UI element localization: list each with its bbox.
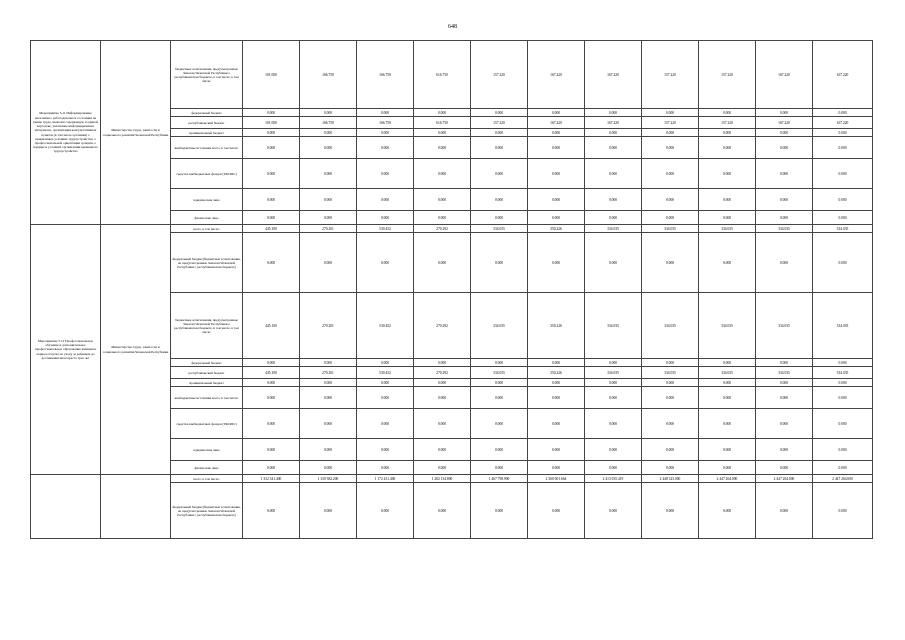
amount-cell: 0.000 bbox=[699, 233, 756, 293]
amount-cell: 0.000 bbox=[414, 409, 471, 439]
amount-cell: 0.000 bbox=[471, 109, 528, 117]
funding-source: федеральный бюджет bbox=[171, 109, 243, 117]
amount-cell: 0.000 bbox=[756, 109, 813, 117]
amount-cell: 0.000 bbox=[243, 461, 300, 475]
amount-cell: 334.035 bbox=[699, 225, 756, 233]
amount-cell: 0.000 bbox=[528, 129, 585, 137]
amount-cell: 0.000 bbox=[813, 159, 873, 189]
amount-cell: 334.035 bbox=[642, 367, 699, 379]
amount-cell: 0.000 bbox=[414, 137, 471, 159]
amount-cell: 334.035 bbox=[756, 225, 813, 233]
amount-cell: 270.201 bbox=[300, 225, 357, 233]
amount-cell: 2 448 323.000 bbox=[642, 475, 699, 483]
funding-source: всего, в том числе: bbox=[171, 475, 243, 483]
amount-cell: 0.000 bbox=[642, 439, 699, 461]
amount-cell: 0.000 bbox=[642, 109, 699, 117]
amount-cell: 0.000 bbox=[471, 159, 528, 189]
amount-cell: 0.000 bbox=[357, 211, 414, 225]
amount-cell: 0.000 bbox=[528, 109, 585, 117]
amount-cell: 167.220 bbox=[756, 41, 813, 109]
event-name: Мероприятие 5.12 Профессиональное обучение и дополнительное профессиональное образование женщин в период отпуска по уходу за ребенком до достижения им возраста трех лет bbox=[31, 225, 101, 475]
amount-cell: 0.000 bbox=[357, 137, 414, 159]
amount-cell: 0.000 bbox=[756, 409, 813, 439]
amount-cell: 0.000 bbox=[471, 461, 528, 475]
amount-cell: 0.000 bbox=[585, 359, 642, 367]
amount-cell: 0.000 bbox=[699, 189, 756, 211]
amount-cell: 0.000 bbox=[642, 379, 699, 387]
amount-cell: 0.000 bbox=[585, 109, 642, 117]
amount-cell: 157.220 bbox=[699, 41, 756, 109]
amount-cell: 0.000 bbox=[699, 387, 756, 409]
amount-cell: 350.226 bbox=[528, 367, 585, 379]
amount-cell: 2 447 264.000 bbox=[813, 475, 873, 483]
amount-cell: 0.000 bbox=[471, 439, 528, 461]
amount-cell: 0.000 bbox=[300, 109, 357, 117]
amount-cell: 270.292 bbox=[414, 293, 471, 359]
amount-cell: 0.000 bbox=[471, 137, 528, 159]
amount-cell: 0.000 bbox=[357, 233, 414, 293]
funding-source: внебюджетные источники всего, в том числе: bbox=[171, 387, 243, 409]
amount-cell: 334.035 bbox=[471, 367, 528, 379]
amount-cell: 0.000 bbox=[528, 359, 585, 367]
amount-cell: 334.035 bbox=[642, 225, 699, 233]
amount-cell: 166.750 bbox=[357, 117, 414, 129]
amount-cell: 0.000 bbox=[357, 189, 414, 211]
funding-source: бюджетные ассигнования, предусмотренные Законом Чеченской Республики о республиканском бюджете, в том числе, в том числе: bbox=[171, 41, 243, 109]
amount-cell: 0.000 bbox=[243, 109, 300, 117]
amount-cell: 445.100 bbox=[243, 225, 300, 233]
amount-cell: 0.000 bbox=[243, 137, 300, 159]
amount-cell: 0.000 bbox=[585, 189, 642, 211]
amount-cell: 0.000 bbox=[243, 359, 300, 367]
table-row bbox=[31, 475, 873, 483]
amount-cell: 0.000 bbox=[357, 461, 414, 475]
amount-cell: 0.000 bbox=[300, 483, 357, 539]
amount-cell: 0.000 bbox=[414, 129, 471, 137]
amount-cell: 0.000 bbox=[756, 387, 813, 409]
funding-source: муниципальный бюджет bbox=[171, 129, 243, 137]
amount-cell: 2 360 001.664 bbox=[528, 475, 585, 483]
amount-cell: 0.000 bbox=[756, 189, 813, 211]
amount-cell: 0.000 bbox=[243, 387, 300, 409]
amount-cell: 157.220 bbox=[471, 117, 528, 129]
amount-cell: 0.000 bbox=[300, 211, 357, 225]
amount-cell: 0.000 bbox=[414, 211, 471, 225]
amount-cell: 0.000 bbox=[813, 137, 873, 159]
amount-cell: 0.000 bbox=[357, 483, 414, 539]
amount-cell: 0.000 bbox=[756, 359, 813, 367]
amount-cell: 0.000 bbox=[414, 189, 471, 211]
amount-cell: 0.000 bbox=[699, 211, 756, 225]
amount-cell: 0.000 bbox=[642, 387, 699, 409]
amount-cell: 0.000 bbox=[756, 379, 813, 387]
amount-cell: 0.000 bbox=[528, 387, 585, 409]
table-row bbox=[31, 41, 873, 109]
amount-cell: 157.220 bbox=[642, 117, 699, 129]
amount-cell: 0.000 bbox=[414, 483, 471, 539]
amount-cell: 0.000 bbox=[585, 461, 642, 475]
amount-cell: 334.035 bbox=[756, 293, 813, 359]
amount-cell: 0.000 bbox=[699, 137, 756, 159]
amount-cell: 0.000 bbox=[528, 409, 585, 439]
amount-cell: 0.000 bbox=[300, 409, 357, 439]
amount-cell: 270.201 bbox=[300, 293, 357, 359]
amount-cell: 0.000 bbox=[300, 159, 357, 189]
amount-cell: 101.000 bbox=[243, 41, 300, 109]
amount-cell: 530.452 bbox=[357, 225, 414, 233]
amount-cell: 1 282 134.800 bbox=[414, 475, 471, 483]
amount-cell: 445.100 bbox=[243, 367, 300, 379]
amount-cell: 167.220 bbox=[756, 117, 813, 129]
amount-cell: 0.000 bbox=[243, 129, 300, 137]
amount-cell: 0.000 bbox=[585, 379, 642, 387]
event-name bbox=[31, 475, 101, 539]
amount-cell: 166.750 bbox=[300, 117, 357, 129]
amount-cell: 0.000 bbox=[528, 189, 585, 211]
amount-cell: 166.750 bbox=[300, 41, 357, 109]
amount-cell: 0.000 bbox=[414, 379, 471, 387]
amount-cell: 0.000 bbox=[414, 109, 471, 117]
amount-cell: 0.000 bbox=[642, 359, 699, 367]
amount-cell: 0.000 bbox=[528, 159, 585, 189]
amount-cell: 0.000 bbox=[813, 439, 873, 461]
amount-cell: 1 330 382.200 bbox=[300, 475, 357, 483]
amount-cell: 0.000 bbox=[528, 483, 585, 539]
amount-cell: 0.000 bbox=[357, 129, 414, 137]
amount-cell: 0.000 bbox=[471, 233, 528, 293]
amount-cell: 0.000 bbox=[756, 439, 813, 461]
amount-cell: 0.000 bbox=[585, 409, 642, 439]
amount-cell: 0.000 bbox=[585, 233, 642, 293]
amount-cell: 0.000 bbox=[243, 439, 300, 461]
amount-cell: 270.201 bbox=[300, 367, 357, 379]
amount-cell: 0.000 bbox=[642, 211, 699, 225]
amount-cell: 0.000 bbox=[813, 379, 873, 387]
amount-cell: 0.000 bbox=[756, 159, 813, 189]
amount-cell: 2 447 264.000 bbox=[699, 475, 756, 483]
amount-cell: 0.000 bbox=[585, 387, 642, 409]
amount-cell: 334.035 bbox=[471, 225, 528, 233]
amount-cell: 0.000 bbox=[243, 189, 300, 211]
amount-cell: 0.000 bbox=[471, 129, 528, 137]
amount-cell: 0.000 bbox=[813, 233, 873, 293]
amount-cell: 0.000 bbox=[243, 159, 300, 189]
amount-cell: 0.000 bbox=[756, 137, 813, 159]
amount-cell: 0.000 bbox=[585, 129, 642, 137]
amount-cell: 0.000 bbox=[300, 129, 357, 137]
amount-cell: 0.000 bbox=[471, 211, 528, 225]
amount-cell: 0.000 bbox=[528, 379, 585, 387]
amount-cell: 334.035 bbox=[585, 367, 642, 379]
amount-cell: 445.100 bbox=[243, 293, 300, 359]
amount-cell: 166.750 bbox=[357, 41, 414, 109]
amount-cell: 167.220 bbox=[528, 117, 585, 129]
amount-cell: 0.000 bbox=[414, 359, 471, 367]
amount-cell: 0.000 bbox=[300, 359, 357, 367]
amount-cell: 0.000 bbox=[528, 137, 585, 159]
amount-cell: 101.000 bbox=[243, 117, 300, 129]
amount-cell: 334.035 bbox=[585, 225, 642, 233]
amount-cell: 1 172 431.400 bbox=[357, 475, 414, 483]
amount-cell: 616.750 bbox=[414, 41, 471, 109]
amount-cell: 334.035 bbox=[699, 367, 756, 379]
amount-cell: 0.000 bbox=[813, 109, 873, 117]
event-executor: Министерство труда, занятости и социального развития Чеченской Республики bbox=[101, 225, 171, 475]
amount-cell: 334.035 bbox=[756, 367, 813, 379]
amount-cell: 0.000 bbox=[471, 387, 528, 409]
amount-cell: 0.000 bbox=[756, 211, 813, 225]
amount-cell: 0.000 bbox=[813, 387, 873, 409]
amount-cell: 334.035 bbox=[813, 293, 873, 359]
funding-source: физические лица bbox=[171, 211, 243, 225]
amount-cell: 0.000 bbox=[585, 211, 642, 225]
funding-source: юридические лица bbox=[171, 189, 243, 211]
amount-cell: 0.000 bbox=[756, 233, 813, 293]
amount-cell: 0.000 bbox=[585, 137, 642, 159]
amount-cell: 0.000 bbox=[528, 461, 585, 475]
amount-cell: 0.000 bbox=[642, 233, 699, 293]
amount-cell: 157.220 bbox=[471, 41, 528, 109]
amount-cell: 167.220 bbox=[585, 117, 642, 129]
amount-cell: 0.000 bbox=[357, 409, 414, 439]
funding-source: всего, в том числе: bbox=[171, 225, 243, 233]
amount-cell: 1 467 798.900 bbox=[471, 475, 528, 483]
amount-cell: 0.000 bbox=[699, 461, 756, 475]
amount-cell: 0.000 bbox=[813, 409, 873, 439]
amount-cell: 0.000 bbox=[813, 211, 873, 225]
funding-source: муниципальный бюджет bbox=[171, 379, 243, 387]
amount-cell: 0.000 bbox=[357, 379, 414, 387]
event-executor bbox=[101, 475, 171, 539]
amount-cell: 0.000 bbox=[528, 439, 585, 461]
amount-cell: 0.000 bbox=[300, 439, 357, 461]
funding-source: федеральный бюджет(бюджетные ассигнования, не предусмотренные Законом Чеченской Республики о республиканском бюджете) bbox=[171, 483, 243, 539]
amount-cell: 334.035 bbox=[699, 293, 756, 359]
amount-cell: 0.000 bbox=[699, 379, 756, 387]
amount-cell: 270.292 bbox=[414, 367, 471, 379]
amount-cell: 0.000 bbox=[756, 129, 813, 137]
amount-cell: 334.035 bbox=[471, 293, 528, 359]
amount-cell: 0.000 bbox=[756, 461, 813, 475]
amount-cell: 167.220 bbox=[813, 117, 873, 129]
table-row bbox=[31, 225, 873, 233]
amount-cell: 0.000 bbox=[300, 461, 357, 475]
amount-cell: 0.000 bbox=[471, 189, 528, 211]
amount-cell: 0.000 bbox=[357, 359, 414, 367]
amount-cell: 0.000 bbox=[813, 461, 873, 475]
amount-cell: 1 332 341.400 bbox=[243, 475, 300, 483]
amount-cell: 0.000 bbox=[642, 189, 699, 211]
amount-cell: 0.000 bbox=[357, 387, 414, 409]
funding-source: бюджетные ассигнования, предусмотренные Законом Чеченской Республики о республиканском бюджете, в том числе, в том числе: bbox=[171, 293, 243, 359]
amount-cell: 334.035 bbox=[642, 293, 699, 359]
amount-cell: 0.000 bbox=[243, 211, 300, 225]
amount-cell: 0.000 bbox=[813, 483, 873, 539]
amount-cell: 0.000 bbox=[813, 359, 873, 367]
amount-cell: 0.000 bbox=[642, 129, 699, 137]
amount-cell: 0.000 bbox=[528, 211, 585, 225]
amount-cell: 0.000 bbox=[300, 137, 357, 159]
amount-cell: 0.000 bbox=[300, 379, 357, 387]
page-number: 648 bbox=[448, 24, 457, 30]
amount-cell: 0.000 bbox=[471, 379, 528, 387]
amount-cell: 0.000 bbox=[243, 409, 300, 439]
funding-source: средства внебюджетных фондов (ТФОМС) bbox=[171, 159, 243, 189]
amount-cell: 0.000 bbox=[585, 439, 642, 461]
amount-cell: 0.000 bbox=[357, 439, 414, 461]
amount-cell: 0.000 bbox=[414, 461, 471, 475]
amount-cell: 0.000 bbox=[642, 137, 699, 159]
amount-cell: 334.035 bbox=[585, 293, 642, 359]
amount-cell: 0.000 bbox=[699, 129, 756, 137]
amount-cell: 0.000 bbox=[813, 189, 873, 211]
amount-cell: 0.000 bbox=[699, 439, 756, 461]
funding-source: юридические лица bbox=[171, 439, 243, 461]
amount-cell: 0.000 bbox=[414, 387, 471, 409]
amount-cell: 0.000 bbox=[642, 159, 699, 189]
amount-cell: 0.000 bbox=[813, 129, 873, 137]
amount-cell: 0.000 bbox=[300, 387, 357, 409]
amount-cell: 530.452 bbox=[357, 293, 414, 359]
event-executor: Министерство труда, занятости и социального развития Чеченской Республики bbox=[101, 41, 171, 225]
amount-cell: 0.000 bbox=[414, 439, 471, 461]
amount-cell: 167.220 bbox=[813, 41, 873, 109]
amount-cell: 270.292 bbox=[414, 225, 471, 233]
event-name: Мероприятие 5.11 Информирование населения о работодателях и состоянии на рынке труда, включая содержащую в единой картотеке, указанные информационных материалах, организация консультативных пунктов (в том числе органами) о приемлемых условиях трудоустройства, о профессиональной ориентации граждан, о порядке и условиях организации временного трудоустройства bbox=[31, 41, 101, 225]
amount-cell: 167.220 bbox=[528, 41, 585, 109]
amount-cell: 334.035 bbox=[813, 367, 873, 379]
amount-cell: 0.000 bbox=[300, 233, 357, 293]
amount-cell: 0.000 bbox=[471, 359, 528, 367]
amount-cell: 0.000 bbox=[243, 379, 300, 387]
amount-cell: 157.220 bbox=[699, 117, 756, 129]
amount-cell: 0.000 bbox=[357, 159, 414, 189]
amount-cell: 530.452 bbox=[357, 367, 414, 379]
amount-cell: 2 447 264.000 bbox=[756, 475, 813, 483]
amount-cell: 0.000 bbox=[357, 109, 414, 117]
amount-cell: 0.000 bbox=[642, 483, 699, 539]
amount-cell: 2 413 035.419 bbox=[585, 475, 642, 483]
amount-cell: 0.000 bbox=[699, 159, 756, 189]
funding-source: внебюджетные источники всего, в том числе: bbox=[171, 137, 243, 159]
amount-cell: 616.750 bbox=[414, 117, 471, 129]
amount-cell: 0.000 bbox=[471, 483, 528, 539]
amount-cell: 0.000 bbox=[699, 483, 756, 539]
amount-cell: 0.000 bbox=[699, 409, 756, 439]
amount-cell: 157.220 bbox=[642, 41, 699, 109]
funding-source: республиканский бюджет bbox=[171, 117, 243, 129]
funding-source: средства внебюджетных фондов (ТФОМС) bbox=[171, 409, 243, 439]
amount-cell: 0.000 bbox=[585, 483, 642, 539]
amount-cell: 0.000 bbox=[243, 483, 300, 539]
amount-cell: 0.000 bbox=[585, 159, 642, 189]
amount-cell: 334.035 bbox=[813, 225, 873, 233]
amount-cell: 350.226 bbox=[528, 293, 585, 359]
amount-cell: 0.000 bbox=[756, 483, 813, 539]
amount-cell: 0.000 bbox=[471, 409, 528, 439]
amount-cell: 0.000 bbox=[300, 189, 357, 211]
amount-cell: 0.000 bbox=[642, 409, 699, 439]
amount-cell: 0.000 bbox=[243, 233, 300, 293]
amount-cell: 0.000 bbox=[414, 159, 471, 189]
amount-cell: 0.000 bbox=[414, 233, 471, 293]
amount-cell: 0.000 bbox=[528, 233, 585, 293]
amount-cell: 0.000 bbox=[642, 461, 699, 475]
funding-source: федеральный бюджет bbox=[171, 359, 243, 367]
funding-source: федеральный бюджет(бюджетные ассигнования, не предусмотренные Законом Чеченской Республики о республиканском бюджете) bbox=[171, 233, 243, 293]
amount-cell: 167.220 bbox=[585, 41, 642, 109]
amount-cell: 0.000 bbox=[699, 359, 756, 367]
amount-cell: 0.000 bbox=[699, 109, 756, 117]
funding-source: республиканский бюджет bbox=[171, 367, 243, 379]
financing-table bbox=[30, 40, 873, 539]
amount-cell: 350.226 bbox=[528, 225, 585, 233]
funding-source: физические лица bbox=[171, 461, 243, 475]
